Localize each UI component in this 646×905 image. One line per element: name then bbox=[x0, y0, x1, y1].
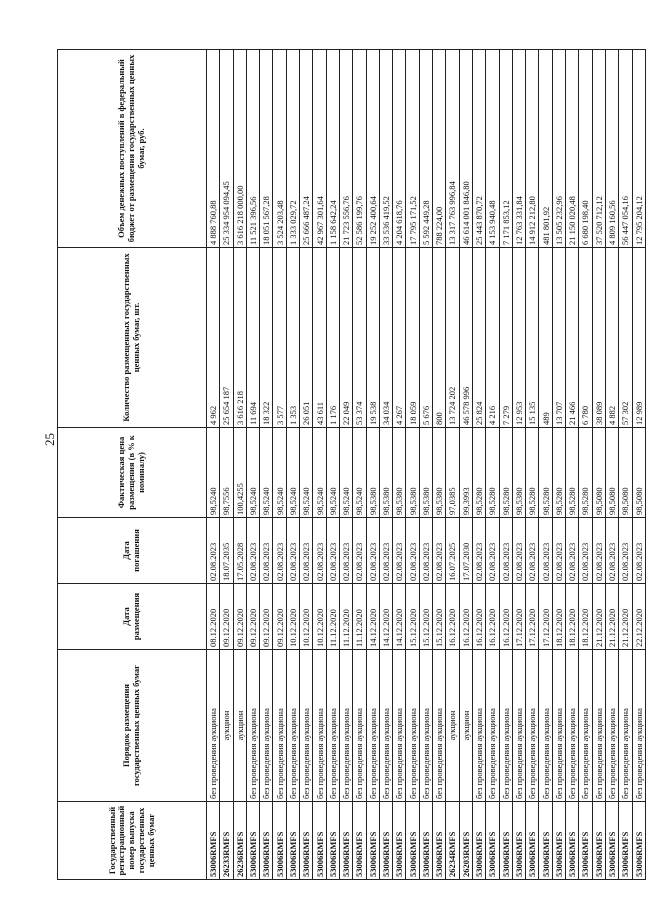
cell-quantity: 57 302 bbox=[619, 248, 632, 428]
cell-proceeds: 25 666 487,24 bbox=[300, 50, 313, 248]
cell-proceeds: 7 171 853,12 bbox=[499, 50, 512, 248]
cell-actual-price: 98,5380 bbox=[379, 428, 392, 518]
cell-placement-date: 22.12.2020 bbox=[632, 584, 645, 650]
cell-quantity: 25 654 187 bbox=[220, 248, 233, 428]
cell-actual-price: 98,5380 bbox=[419, 428, 432, 518]
cell-proceeds: 18 051 567,28 bbox=[260, 50, 273, 248]
cell-placement-date: 11.12.2020 bbox=[326, 584, 339, 650]
cell-placement-procedure: без проведения аукциона bbox=[379, 650, 392, 802]
cell-quantity: 21 466 bbox=[566, 248, 579, 428]
cell-quantity: 18 322 bbox=[260, 248, 273, 428]
cell-placement-date: 21.12.2020 bbox=[619, 584, 632, 650]
cell-quantity: 43 611 bbox=[313, 248, 326, 428]
table-row bbox=[486, 50, 499, 880]
cell-placement-date: 15.12.2020 bbox=[406, 584, 419, 650]
cell-placement-date: 09.12.2020 bbox=[233, 584, 246, 650]
table-row bbox=[539, 50, 552, 880]
header-placement-date: Дата размещения bbox=[58, 584, 207, 650]
cell-actual-price: 98,5240 bbox=[260, 428, 273, 518]
table-row bbox=[406, 50, 419, 880]
page-number: 25 bbox=[42, 433, 57, 446]
cell-proceeds: 21 150 020,48 bbox=[566, 50, 579, 248]
cell-maturity-date: 02.08.2023 bbox=[326, 518, 339, 584]
cell-placement-date: 09.12.2020 bbox=[220, 584, 233, 650]
cell-placement-procedure: аукцион bbox=[220, 650, 233, 802]
cell-reg-number: 53006RMFS bbox=[472, 802, 485, 880]
cell-placement-date: 10.12.2020 bbox=[286, 584, 299, 650]
cell-placement-procedure: без проведения аукциона bbox=[207, 650, 220, 802]
cell-placement-date: 16.12.2020 bbox=[459, 584, 472, 650]
table-row bbox=[552, 50, 565, 880]
cell-placement-procedure: без проведения аукциона bbox=[472, 650, 485, 802]
table-row bbox=[459, 50, 472, 880]
cell-reg-number: 53006RMFS bbox=[300, 802, 313, 880]
cell-reg-number: 53006RMFS bbox=[246, 802, 259, 880]
cell-placement-date: 17.12.2020 bbox=[526, 584, 539, 650]
header-quantity: Количество размещенных государственных ценных бумаг, шт. bbox=[58, 248, 207, 428]
cell-reg-number: 53006RMFS bbox=[526, 802, 539, 880]
cell-quantity: 4 216 bbox=[486, 248, 499, 428]
table-row bbox=[353, 50, 366, 880]
cell-proceeds: 21 723 556,76 bbox=[339, 50, 352, 248]
cell-reg-number: 53006RMFS bbox=[286, 802, 299, 880]
cell-placement-date: 14.12.2020 bbox=[393, 584, 406, 650]
cell-actual-price: 98,5280 bbox=[552, 428, 565, 518]
cell-proceeds: 788 224,00 bbox=[433, 50, 446, 248]
cell-actual-price: 98,5280 bbox=[579, 428, 592, 518]
cell-proceeds: 1 333 029,72 bbox=[286, 50, 299, 248]
cell-quantity: 1 353 bbox=[286, 248, 299, 428]
cell-reg-number: 53006RMFS bbox=[539, 802, 552, 880]
cell-maturity-date: 02.08.2023 bbox=[632, 518, 645, 584]
cell-quantity: 11 694 bbox=[246, 248, 259, 428]
cell-maturity-date: 17.07.2030 bbox=[459, 518, 472, 584]
cell-proceeds: 3 524 203,48 bbox=[273, 50, 286, 248]
cell-actual-price: 98,5080 bbox=[619, 428, 632, 518]
cell-maturity-date: 18.07.2035 bbox=[220, 518, 233, 584]
cell-maturity-date: 02.08.2023 bbox=[552, 518, 565, 584]
cell-maturity-date: 02.08.2023 bbox=[579, 518, 592, 584]
cell-placement-procedure: без проведения аукциона bbox=[339, 650, 352, 802]
cell-placement-procedure: без проведения аукциона bbox=[579, 650, 592, 802]
cell-reg-number: 53006RMFS bbox=[512, 802, 525, 880]
cell-actual-price: 98,7556 bbox=[220, 428, 233, 518]
table-row bbox=[499, 50, 512, 880]
table-row bbox=[246, 50, 259, 880]
table-row bbox=[286, 50, 299, 880]
cell-actual-price: 98,5080 bbox=[592, 428, 605, 518]
cell-reg-number: 53006RMFS bbox=[207, 802, 220, 880]
cell-actual-price: 98,5380 bbox=[433, 428, 446, 518]
cell-placement-procedure: без проведения аукциона bbox=[539, 650, 552, 802]
cell-actual-price: 98,5080 bbox=[632, 428, 645, 518]
cell-reg-number: 26234RMFS bbox=[446, 802, 459, 880]
cell-actual-price: 98,5240 bbox=[326, 428, 339, 518]
cell-placement-procedure: без проведения аукциона bbox=[526, 650, 539, 802]
cell-quantity: 46 578 996 bbox=[459, 248, 472, 428]
cell-placement-procedure: без проведения аукциона bbox=[406, 650, 419, 802]
cell-proceeds: 4 888 760,88 bbox=[207, 50, 220, 248]
cell-reg-number: 53006RMFS bbox=[379, 802, 392, 880]
cell-quantity: 1 176 bbox=[326, 248, 339, 428]
cell-placement-procedure: без проведения аукциона bbox=[260, 650, 273, 802]
cell-actual-price: 98,5080 bbox=[605, 428, 618, 518]
cell-quantity: 19 538 bbox=[366, 248, 379, 428]
cell-placement-date: 21.12.2020 bbox=[592, 584, 605, 650]
rotated-table-wrapper bbox=[57, 50, 644, 880]
cell-proceeds: 6 680 198,40 bbox=[579, 50, 592, 248]
cell-reg-number: 53006RMFS bbox=[273, 802, 286, 880]
cell-actual-price: 98,5280 bbox=[526, 428, 539, 518]
cell-proceeds: 4 809 160,56 bbox=[605, 50, 618, 248]
cell-quantity: 38 089 bbox=[592, 248, 605, 428]
cell-quantity: 25 824 bbox=[472, 248, 485, 428]
cell-actual-price: 97,0385 bbox=[446, 428, 459, 518]
cell-actual-price: 98,5240 bbox=[273, 428, 286, 518]
cell-quantity: 3 577 bbox=[273, 248, 286, 428]
cell-proceeds: 46 614 001 846,80 bbox=[459, 50, 472, 248]
cell-quantity: 3 616 218 bbox=[233, 248, 246, 428]
table-row bbox=[326, 50, 339, 880]
cell-reg-number: 53006RMFS bbox=[486, 802, 499, 880]
cell-proceeds: 13 505 232,96 bbox=[552, 50, 565, 248]
cell-maturity-date: 02.08.2023 bbox=[499, 518, 512, 584]
table-row bbox=[433, 50, 446, 880]
cell-actual-price: 98,5380 bbox=[512, 428, 525, 518]
cell-placement-date: 15.12.2020 bbox=[419, 584, 432, 650]
cell-maturity-date: 17.05.2028 bbox=[233, 518, 246, 584]
cell-placement-procedure: аукцион bbox=[233, 650, 246, 802]
cell-maturity-date: 02.08.2023 bbox=[246, 518, 259, 584]
cell-actual-price: 98,5240 bbox=[300, 428, 313, 518]
cell-maturity-date: 02.08.2023 bbox=[207, 518, 220, 584]
cell-placement-procedure: без проведения аукциона bbox=[605, 650, 618, 802]
cell-actual-price: 98,5240 bbox=[339, 428, 352, 518]
cell-actual-price: 98,5240 bbox=[246, 428, 259, 518]
table-row bbox=[339, 50, 352, 880]
cell-placement-date: 14.12.2020 bbox=[379, 584, 392, 650]
cell-placement-procedure: аукцион bbox=[459, 650, 472, 802]
cell-placement-procedure: без проведения аукциона bbox=[499, 650, 512, 802]
cell-maturity-date: 02.08.2023 bbox=[419, 518, 432, 584]
cell-placement-date: 09.12.2020 bbox=[246, 584, 259, 650]
cell-maturity-date: 02.08.2023 bbox=[433, 518, 446, 584]
cell-proceeds: 5 592 449,28 bbox=[419, 50, 432, 248]
cell-maturity-date: 02.08.2023 bbox=[286, 518, 299, 584]
cell-quantity: 13 724 202 bbox=[446, 248, 459, 428]
cell-quantity: 4 962 bbox=[207, 248, 220, 428]
cell-reg-number: 26233RMFS bbox=[220, 802, 233, 880]
table-row bbox=[273, 50, 286, 880]
cell-placement-procedure: аукцион bbox=[446, 650, 459, 802]
cell-quantity: 12 989 bbox=[632, 248, 645, 428]
cell-reg-number: 53006RMFS bbox=[353, 802, 366, 880]
cell-actual-price: 98,5280 bbox=[499, 428, 512, 518]
cell-quantity: 12 953 bbox=[512, 248, 525, 428]
cell-reg-number: 53006RMFS bbox=[419, 802, 432, 880]
cell-reg-number: 53006RMFS bbox=[433, 802, 446, 880]
cell-quantity: 34 034 bbox=[379, 248, 392, 428]
header-reg-number: Государственный регистрационный номер выпуска государственных ценных бумаг bbox=[58, 802, 207, 880]
cell-placement-procedure: без проведения аукциона bbox=[419, 650, 432, 802]
cell-maturity-date: 02.08.2023 bbox=[566, 518, 579, 584]
cell-maturity-date: 02.08.2023 bbox=[393, 518, 406, 584]
cell-maturity-date: 02.08.2023 bbox=[539, 518, 552, 584]
cell-placement-date: 16.12.2020 bbox=[446, 584, 459, 650]
cell-placement-procedure: без проведения аукциона bbox=[353, 650, 366, 802]
cell-placement-date: 09.12.2020 bbox=[273, 584, 286, 650]
securities-table bbox=[57, 49, 646, 880]
cell-actual-price: 98,5380 bbox=[393, 428, 406, 518]
header-maturity-date: Дата погашения bbox=[58, 518, 207, 584]
cell-actual-price: 100,4255 bbox=[233, 428, 246, 518]
table-row bbox=[233, 50, 246, 880]
cell-quantity: 489 bbox=[539, 248, 552, 428]
cell-proceeds: 11 521 396,56 bbox=[246, 50, 259, 248]
cell-placement-date: 11.12.2020 bbox=[339, 584, 352, 650]
cell-proceeds: 56 447 054,16 bbox=[619, 50, 632, 248]
cell-maturity-date: 02.08.2023 bbox=[526, 518, 539, 584]
cell-maturity-date: 02.08.2023 bbox=[313, 518, 326, 584]
cell-placement-date: 08.12.2020 bbox=[207, 584, 220, 650]
cell-placement-procedure: без проведения аукциона bbox=[300, 650, 313, 802]
cell-proceeds: 17 795 171,52 bbox=[406, 50, 419, 248]
cell-actual-price: 98,5280 bbox=[486, 428, 499, 518]
cell-actual-price: 98,5240 bbox=[313, 428, 326, 518]
cell-placement-procedure: без проведения аукциона bbox=[592, 650, 605, 802]
cell-maturity-date: 02.08.2023 bbox=[339, 518, 352, 584]
cell-maturity-date: 02.08.2023 bbox=[406, 518, 419, 584]
table-row bbox=[393, 50, 406, 880]
cell-placement-date: 16.12.2020 bbox=[486, 584, 499, 650]
cell-reg-number: 53006RMFS bbox=[393, 802, 406, 880]
cell-placement-date: 11.12.2020 bbox=[353, 584, 366, 650]
cell-quantity: 15 135 bbox=[526, 248, 539, 428]
table-body bbox=[207, 50, 646, 880]
cell-actual-price: 98,5380 bbox=[406, 428, 419, 518]
table-row bbox=[605, 50, 618, 880]
cell-placement-procedure: без проведения аукциона bbox=[286, 650, 299, 802]
cell-proceeds: 4 204 618,76 bbox=[393, 50, 406, 248]
cell-proceeds: 52 586 199,76 bbox=[353, 50, 366, 248]
cell-quantity: 4 882 bbox=[605, 248, 618, 428]
cell-maturity-date: 02.08.2023 bbox=[592, 518, 605, 584]
header-proceeds: Объем денежных поступлений в федеральный бюджет от размещения государственных ценных бумаг, руб. bbox=[58, 50, 207, 248]
cell-maturity-date: 02.08.2023 bbox=[353, 518, 366, 584]
cell-proceeds: 12 795 204,12 bbox=[632, 50, 645, 248]
cell-placement-date: 10.12.2020 bbox=[313, 584, 326, 650]
cell-actual-price: 98,5380 bbox=[366, 428, 379, 518]
cell-placement-date: 17.12.2020 bbox=[512, 584, 525, 650]
cell-placement-procedure: без проведения аукциона bbox=[433, 650, 446, 802]
cell-proceeds: 3 616 218 000,00 bbox=[233, 50, 246, 248]
cell-placement-procedure: без проведения аукциона bbox=[486, 650, 499, 802]
cell-placement-date: 18.12.2020 bbox=[566, 584, 579, 650]
cell-proceeds: 13 317 763 996,84 bbox=[446, 50, 459, 248]
cell-quantity: 53 374 bbox=[353, 248, 366, 428]
cell-actual-price: 98,5240 bbox=[286, 428, 299, 518]
cell-reg-number: 53006RMFS bbox=[552, 802, 565, 880]
table-row bbox=[512, 50, 525, 880]
cell-reg-number: 26236RMFS bbox=[233, 802, 246, 880]
cell-reg-number: 53006RMFS bbox=[499, 802, 512, 880]
cell-maturity-date: 02.08.2023 bbox=[619, 518, 632, 584]
cell-maturity-date: 02.08.2023 bbox=[260, 518, 273, 584]
cell-placement-date: 16.12.2020 bbox=[472, 584, 485, 650]
cell-proceeds: 12 763 331,84 bbox=[512, 50, 525, 248]
table-row bbox=[619, 50, 632, 880]
cell-maturity-date: 02.08.2023 bbox=[300, 518, 313, 584]
cell-maturity-date: 02.08.2023 bbox=[379, 518, 392, 584]
cell-placement-procedure: без проведения аукциона bbox=[566, 650, 579, 802]
table-row bbox=[446, 50, 459, 880]
table-row bbox=[472, 50, 485, 880]
cell-proceeds: 25 334 954 094,45 bbox=[220, 50, 233, 248]
table-row bbox=[260, 50, 273, 880]
cell-reg-number: 53006RMFS bbox=[579, 802, 592, 880]
cell-maturity-date: 02.08.2023 bbox=[472, 518, 485, 584]
cell-maturity-date: 02.08.2023 bbox=[605, 518, 618, 584]
cell-actual-price: 98,5280 bbox=[566, 428, 579, 518]
cell-placement-date: 18.12.2020 bbox=[579, 584, 592, 650]
cell-maturity-date: 02.08.2023 bbox=[273, 518, 286, 584]
cell-placement-date: 21.12.2020 bbox=[605, 584, 618, 650]
cell-quantity: 6 780 bbox=[579, 248, 592, 428]
cell-reg-number: 53006RMFS bbox=[566, 802, 579, 880]
cell-maturity-date: 02.08.2023 bbox=[366, 518, 379, 584]
table-row bbox=[566, 50, 579, 880]
cell-proceeds: 14 912 212,80 bbox=[526, 50, 539, 248]
cell-placement-date: 16.12.2020 bbox=[499, 584, 512, 650]
cell-reg-number: 53006RMFS bbox=[260, 802, 273, 880]
cell-proceeds: 33 536 419,52 bbox=[379, 50, 392, 248]
cell-quantity: 7 279 bbox=[499, 248, 512, 428]
cell-placement-procedure: без проведения аукциона bbox=[366, 650, 379, 802]
cell-reg-number: 53006RMFS bbox=[605, 802, 618, 880]
cell-placement-date: 17.12.2020 bbox=[539, 584, 552, 650]
table-row bbox=[632, 50, 645, 880]
cell-maturity-date: 02.08.2023 bbox=[512, 518, 525, 584]
cell-placement-procedure: без проведения аукциона bbox=[313, 650, 326, 802]
cell-placement-procedure: без проведения аукциона bbox=[273, 650, 286, 802]
cell-proceeds: 4 153 940,48 bbox=[486, 50, 499, 248]
cell-placement-procedure: без проведения аукциона bbox=[619, 650, 632, 802]
table-row bbox=[207, 50, 220, 880]
cell-reg-number: 53006RMFS bbox=[339, 802, 352, 880]
cell-actual-price: 98,5280 bbox=[472, 428, 485, 518]
table-row bbox=[579, 50, 592, 880]
table-row bbox=[300, 50, 313, 880]
cell-reg-number: 53006RMFS bbox=[632, 802, 645, 880]
cell-quantity: 18 059 bbox=[406, 248, 419, 428]
cell-quantity: 800 bbox=[433, 248, 446, 428]
cell-placement-procedure: без проведения аукциона bbox=[326, 650, 339, 802]
cell-actual-price: 98,5280 bbox=[539, 428, 552, 518]
table-row bbox=[313, 50, 326, 880]
table-row bbox=[526, 50, 539, 880]
cell-actual-price: 99,3993 bbox=[459, 428, 472, 518]
cell-maturity-date: 16.07.2025 bbox=[446, 518, 459, 584]
cell-placement-procedure: без проведения аукциона bbox=[632, 650, 645, 802]
table-row bbox=[366, 50, 379, 880]
cell-reg-number: 53006RMFS bbox=[619, 802, 632, 880]
cell-quantity: 5 676 bbox=[419, 248, 432, 428]
cell-quantity: 26 051 bbox=[300, 248, 313, 428]
cell-placement-procedure: без проведения аукциона bbox=[246, 650, 259, 802]
cell-proceeds: 19 252 400,64 bbox=[366, 50, 379, 248]
cell-placement-date: 18.12.2020 bbox=[552, 584, 565, 650]
cell-placement-procedure: без проведения аукциона bbox=[512, 650, 525, 802]
cell-proceeds: 37 520 712,12 bbox=[592, 50, 605, 248]
header-placement-procedure: Порядок размещения государственных ценных бумаг bbox=[58, 650, 207, 802]
cell-reg-number: 53006RMFS bbox=[406, 802, 419, 880]
cell-proceeds: 25 443 870,72 bbox=[472, 50, 485, 248]
cell-proceeds: 481 801,92 bbox=[539, 50, 552, 248]
cell-placement-date: 14.12.2020 bbox=[366, 584, 379, 650]
cell-placement-procedure: без проведения аукциона bbox=[393, 650, 406, 802]
cell-quantity: 13 707 bbox=[552, 248, 565, 428]
cell-actual-price: 98,5240 bbox=[207, 428, 220, 518]
cell-placement-procedure: без проведения аукциона bbox=[552, 650, 565, 802]
cell-reg-number: 53006RMFS bbox=[592, 802, 605, 880]
table-row bbox=[220, 50, 233, 880]
cell-reg-number: 53006RMFS bbox=[326, 802, 339, 880]
cell-placement-date: 15.12.2020 bbox=[433, 584, 446, 650]
cell-quantity: 4 267 bbox=[393, 248, 406, 428]
cell-reg-number: 26203RMFS bbox=[459, 802, 472, 880]
cell-proceeds: 42 967 301,64 bbox=[313, 50, 326, 248]
table-row bbox=[419, 50, 432, 880]
header-actual-price: Фактическая цена размещения (в % к номиналу) bbox=[58, 428, 207, 518]
cell-placement-date: 10.12.2020 bbox=[300, 584, 313, 650]
cell-reg-number: 53006RMFS bbox=[313, 802, 326, 880]
table-header-row bbox=[58, 50, 207, 880]
cell-proceeds: 1 158 642,24 bbox=[326, 50, 339, 248]
cell-maturity-date: 02.08.2023 bbox=[486, 518, 499, 584]
cell-placement-date: 09.12.2020 bbox=[260, 584, 273, 650]
table-row bbox=[592, 50, 605, 880]
cell-quantity: 22 049 bbox=[339, 248, 352, 428]
table-row bbox=[379, 50, 392, 880]
cell-reg-number: 53006RMFS bbox=[366, 802, 379, 880]
cell-actual-price: 98,5240 bbox=[353, 428, 366, 518]
